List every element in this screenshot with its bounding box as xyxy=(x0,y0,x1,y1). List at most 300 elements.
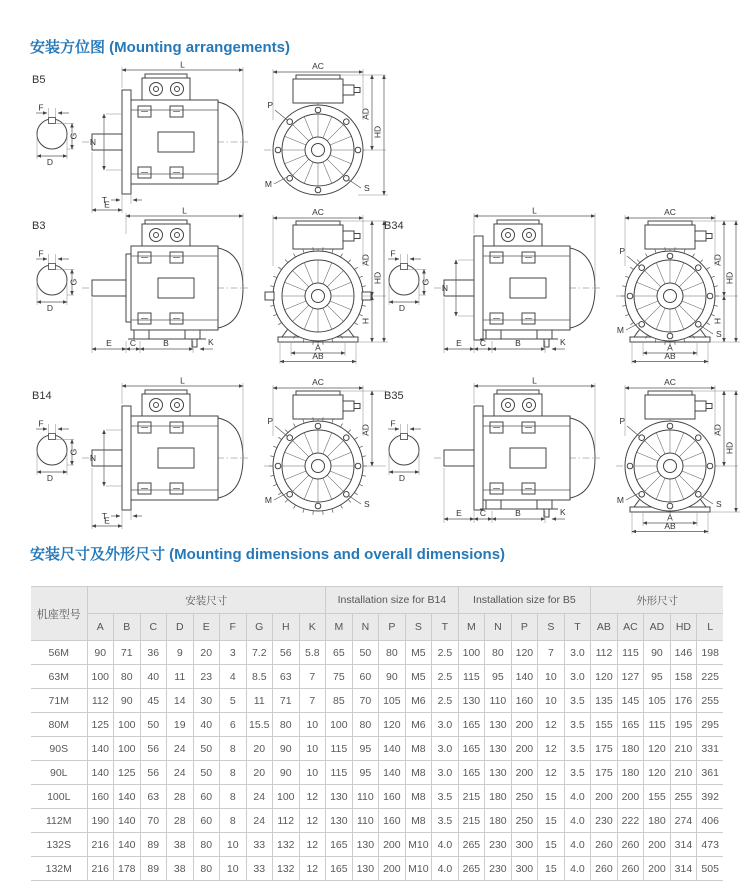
dim-label: F xyxy=(38,102,44,113)
value-cell: 2.5 xyxy=(432,665,459,689)
value-cell: 180 xyxy=(644,809,671,833)
value-cell: 155 xyxy=(644,785,671,809)
value-cell: M10 xyxy=(405,833,432,857)
value-cell: 200 xyxy=(379,833,406,857)
column-header: M xyxy=(326,614,353,641)
motor-front-view xyxy=(616,377,740,534)
dim-label: E xyxy=(104,199,110,210)
value-cell: 331 xyxy=(697,737,724,761)
value-cell: 90 xyxy=(273,737,300,761)
value-cell: 120 xyxy=(511,641,538,665)
motor-side-view xyxy=(434,376,600,523)
value-cell: 130 xyxy=(485,713,512,737)
dim-label: AC xyxy=(664,377,676,387)
dim-label: D xyxy=(46,157,54,167)
value-cell: 4.0 xyxy=(564,809,591,833)
value-cell: 130 xyxy=(352,833,379,857)
dim-label: AD xyxy=(360,254,371,266)
dim-label: G xyxy=(68,448,79,456)
value-cell: 12 xyxy=(538,737,565,761)
value-cell: 178 xyxy=(114,857,141,881)
value-cell: 80 xyxy=(114,665,141,689)
value-cell: 140 xyxy=(87,761,114,785)
value-cell: 260 xyxy=(591,857,618,881)
dim-label: F xyxy=(390,418,396,429)
model-cell: 71M xyxy=(31,689,87,713)
dim-label: F xyxy=(390,248,396,259)
value-cell: 65 xyxy=(326,641,353,665)
value-cell: 112 xyxy=(273,809,300,833)
motor-side-view xyxy=(82,206,248,353)
value-cell: 100 xyxy=(114,713,141,737)
model-cell: 112M xyxy=(31,809,87,833)
value-cell: 140 xyxy=(114,785,141,809)
value-cell: 3.5 xyxy=(564,689,591,713)
diagram-b3-drawing xyxy=(26,206,394,364)
value-cell: 115 xyxy=(326,737,353,761)
value-cell: 85 xyxy=(326,689,353,713)
dim-label: AB xyxy=(664,351,676,361)
value-cell: 12 xyxy=(538,713,565,737)
dim-label: AC xyxy=(312,377,324,387)
table-row xyxy=(31,857,723,881)
value-cell: 50 xyxy=(140,713,167,737)
value-cell: 40 xyxy=(140,665,167,689)
dim-label: K xyxy=(560,337,566,347)
value-cell: 56 xyxy=(273,641,300,665)
group-header: Installation size for B5 xyxy=(458,587,591,614)
value-cell: 175 xyxy=(591,737,618,761)
motor-front-view xyxy=(264,207,388,364)
value-cell: M8 xyxy=(405,737,432,761)
value-cell: 3.5 xyxy=(432,785,459,809)
value-cell: 10 xyxy=(299,761,326,785)
value-cell: 71 xyxy=(273,689,300,713)
dim-label: AB xyxy=(312,351,324,361)
dim-label: E xyxy=(106,338,112,348)
value-cell: 60 xyxy=(193,809,220,833)
model-cell: 90S xyxy=(31,737,87,761)
dim-label: B xyxy=(515,508,521,518)
diagram-b35-drawing xyxy=(378,376,746,534)
value-cell: 4.0 xyxy=(564,857,591,881)
dim-label: D xyxy=(398,473,406,483)
value-cell: 115 xyxy=(617,641,644,665)
value-cell: 120 xyxy=(379,713,406,737)
diagram-b34-code: B34 xyxy=(384,220,404,232)
dim-label: A xyxy=(315,342,321,353)
value-cell: 15 xyxy=(538,785,565,809)
diagram-b14 xyxy=(26,376,396,534)
column-header: B xyxy=(114,614,141,641)
value-cell: M5 xyxy=(405,641,432,665)
value-cell: 200 xyxy=(511,761,538,785)
value-cell: 300 xyxy=(511,833,538,857)
value-cell: 112 xyxy=(87,689,114,713)
value-cell: 7 xyxy=(538,641,565,665)
value-cell: 3.5 xyxy=(432,809,459,833)
value-cell: 473 xyxy=(697,833,724,857)
value-cell: 80 xyxy=(352,713,379,737)
dim-label: AD xyxy=(360,108,371,120)
dim-label: L xyxy=(532,376,537,386)
value-cell: 120 xyxy=(591,665,618,689)
value-cell: 274 xyxy=(670,809,697,833)
value-cell: 300 xyxy=(511,857,538,881)
dimensions-table xyxy=(31,586,723,881)
column-header: AD xyxy=(644,614,671,641)
dim-label: H xyxy=(712,317,723,325)
value-cell: 80 xyxy=(273,713,300,737)
value-cell: 38 xyxy=(167,857,194,881)
value-cell: 100 xyxy=(273,785,300,809)
model-column-header: 机座型号 xyxy=(31,587,87,641)
dim-label: T xyxy=(101,195,107,205)
value-cell: 24 xyxy=(167,761,194,785)
value-cell: 165 xyxy=(458,737,485,761)
dim-label: M xyxy=(264,179,272,189)
value-cell: 50 xyxy=(193,737,220,761)
table-row xyxy=(31,761,723,785)
value-cell: 314 xyxy=(670,857,697,881)
diagram-b3-code: B3 xyxy=(32,220,46,232)
dim-label: S xyxy=(716,499,722,509)
value-cell: 40 xyxy=(193,713,220,737)
value-cell: 4.0 xyxy=(564,833,591,857)
value-cell: 127 xyxy=(617,665,644,689)
value-cell: 3.5 xyxy=(564,737,591,761)
dim-label: AC xyxy=(312,207,324,217)
value-cell: 3.5 xyxy=(564,761,591,785)
value-cell: 36 xyxy=(140,641,167,665)
value-cell: 130 xyxy=(458,689,485,713)
diagram-b35-code: B35 xyxy=(384,390,404,402)
value-cell: 165 xyxy=(326,833,353,857)
column-header: E xyxy=(193,614,220,641)
group-header: Installation size for B14 xyxy=(326,587,459,614)
value-cell: 28 xyxy=(167,809,194,833)
value-cell: 505 xyxy=(697,857,724,881)
model-cell: 63M xyxy=(31,665,87,689)
dim-label: P xyxy=(619,416,625,426)
group-header: 安装尺寸 xyxy=(87,587,326,614)
value-cell: 8.5 xyxy=(246,665,273,689)
dim-label: S xyxy=(364,499,370,509)
value-cell: 20 xyxy=(246,737,273,761)
value-cell: 100 xyxy=(458,641,485,665)
diagram-b34 xyxy=(378,206,752,364)
value-cell: 145 xyxy=(617,689,644,713)
value-cell: 255 xyxy=(697,689,724,713)
value-cell: 115 xyxy=(458,665,485,689)
dim-label: B xyxy=(515,338,521,348)
column-header: HD xyxy=(670,614,697,641)
dim-label: C xyxy=(479,508,487,518)
value-cell: 2.5 xyxy=(432,641,459,665)
value-cell: 135 xyxy=(591,689,618,713)
value-cell: 3.0 xyxy=(432,713,459,737)
dim-label: G xyxy=(68,278,79,286)
value-cell: 250 xyxy=(511,809,538,833)
value-cell: 90 xyxy=(644,641,671,665)
diagram-b5-code: B5 xyxy=(32,74,46,86)
dim-label: B xyxy=(163,338,169,348)
column-header: F xyxy=(220,614,247,641)
value-cell: 250 xyxy=(511,785,538,809)
value-cell: 132 xyxy=(273,833,300,857)
value-cell: 160 xyxy=(379,809,406,833)
dim-label: P xyxy=(267,416,273,426)
value-cell: 33 xyxy=(246,833,273,857)
value-cell: 4.0 xyxy=(432,857,459,881)
value-cell: 210 xyxy=(670,737,697,761)
value-cell: 200 xyxy=(591,785,618,809)
value-cell: 80 xyxy=(379,641,406,665)
value-cell: 89 xyxy=(140,857,167,881)
value-cell: 115 xyxy=(326,761,353,785)
value-cell: 110 xyxy=(485,689,512,713)
value-cell: 200 xyxy=(644,857,671,881)
value-cell: 3.0 xyxy=(432,761,459,785)
value-cell: 7 xyxy=(299,665,326,689)
dim-label: C xyxy=(479,338,487,348)
column-header: C xyxy=(140,614,167,641)
value-cell: 5.8 xyxy=(299,641,326,665)
column-header: T xyxy=(564,614,591,641)
model-cell: 90L xyxy=(31,761,87,785)
value-cell: 222 xyxy=(617,809,644,833)
value-cell: 406 xyxy=(697,809,724,833)
dim-label: P xyxy=(619,246,625,256)
value-cell: 95 xyxy=(352,761,379,785)
dim-label: A xyxy=(667,342,673,353)
value-cell: 200 xyxy=(379,857,406,881)
value-cell: 6 xyxy=(220,713,247,737)
column-header: S xyxy=(405,614,432,641)
shaft-section xyxy=(388,249,431,314)
column-header: D xyxy=(167,614,194,641)
value-cell: 260 xyxy=(617,833,644,857)
column-header: S xyxy=(538,614,565,641)
dim-label: AB xyxy=(664,521,676,531)
diagram-b14-code: B14 xyxy=(32,390,52,402)
value-cell: 95 xyxy=(352,737,379,761)
value-cell: 7.2 xyxy=(246,641,273,665)
value-cell: 260 xyxy=(591,833,618,857)
value-cell: M8 xyxy=(405,761,432,785)
dim-label: P xyxy=(267,100,273,110)
value-cell: 3.0 xyxy=(432,737,459,761)
dimensions-title: 安装尺寸及外形尺寸 (Mounting dimensions and overall dimensions) xyxy=(30,546,506,563)
dim-label: F xyxy=(38,418,44,429)
column-header: P xyxy=(511,614,538,641)
value-cell: 130 xyxy=(485,761,512,785)
dim-label: N xyxy=(89,453,96,463)
value-cell: 50 xyxy=(193,761,220,785)
value-cell: 158 xyxy=(670,665,697,689)
value-cell: 100 xyxy=(114,737,141,761)
dim-label: A xyxy=(667,512,673,523)
dim-label: E xyxy=(456,338,462,348)
value-cell: 15 xyxy=(538,833,565,857)
value-cell: 10 xyxy=(538,665,565,689)
diagram-b5 xyxy=(26,60,396,218)
value-cell: 165 xyxy=(458,761,485,785)
dim-label: S xyxy=(716,329,722,339)
value-cell: 3.0 xyxy=(564,665,591,689)
dim-label: L xyxy=(532,206,537,216)
value-cell: 216 xyxy=(87,833,114,857)
group-header: 外形尺寸 xyxy=(591,587,724,614)
motor-front-view xyxy=(264,377,386,515)
value-cell: 56 xyxy=(140,737,167,761)
value-cell: 7 xyxy=(299,689,326,713)
value-cell: 45 xyxy=(140,689,167,713)
table-row xyxy=(31,737,723,761)
table-row xyxy=(31,713,723,737)
value-cell: 80 xyxy=(485,641,512,665)
value-cell: 112 xyxy=(591,641,618,665)
value-cell: 24 xyxy=(246,785,273,809)
dim-label: D xyxy=(46,303,54,313)
dim-label: HD xyxy=(372,125,383,139)
value-cell: 180 xyxy=(485,785,512,809)
value-cell: 4.0 xyxy=(564,785,591,809)
value-cell: 140 xyxy=(114,809,141,833)
dim-label: M xyxy=(264,495,272,505)
value-cell: 175 xyxy=(591,761,618,785)
value-cell: 20 xyxy=(193,641,220,665)
value-cell: 11 xyxy=(167,665,194,689)
value-cell: 260 xyxy=(617,857,644,881)
dim-label: K xyxy=(208,337,214,347)
value-cell: M8 xyxy=(405,785,432,809)
dim-label: AD xyxy=(360,424,371,436)
value-cell: 216 xyxy=(87,857,114,881)
value-cell: 80 xyxy=(193,833,220,857)
value-cell: 215 xyxy=(458,785,485,809)
value-cell: 215 xyxy=(458,809,485,833)
value-cell: M10 xyxy=(405,857,432,881)
value-cell: 255 xyxy=(670,785,697,809)
diagram-b5-drawing xyxy=(26,60,394,218)
value-cell: 3.5 xyxy=(564,713,591,737)
value-cell: 3 xyxy=(220,641,247,665)
dim-label: AD xyxy=(712,254,723,266)
dim-label: C xyxy=(129,338,137,348)
value-cell: 200 xyxy=(511,713,538,737)
value-cell: 140 xyxy=(511,665,538,689)
value-cell: 12 xyxy=(538,761,565,785)
value-cell: 180 xyxy=(617,761,644,785)
dim-label: L xyxy=(180,60,185,70)
dim-label: M xyxy=(616,325,624,335)
value-cell: 3.0 xyxy=(564,641,591,665)
column-header: AC xyxy=(617,614,644,641)
column-header: AB xyxy=(591,614,618,641)
value-cell: 2.5 xyxy=(432,689,459,713)
motor-front-view xyxy=(616,207,740,364)
dim-label: N xyxy=(89,137,96,147)
dim-label: M xyxy=(616,495,624,505)
value-cell: 140 xyxy=(379,737,406,761)
value-cell: 190 xyxy=(87,809,114,833)
dim-label: L xyxy=(180,376,185,386)
model-cell: 132S xyxy=(31,833,87,857)
value-cell: 125 xyxy=(114,761,141,785)
value-cell: 19 xyxy=(167,713,194,737)
value-cell: 120 xyxy=(644,761,671,785)
value-cell: 4 xyxy=(220,665,247,689)
value-cell: M6 xyxy=(405,713,432,737)
dim-label: S xyxy=(364,183,370,193)
value-cell: 10 xyxy=(220,857,247,881)
value-cell: M8 xyxy=(405,809,432,833)
value-cell: 130 xyxy=(326,809,353,833)
value-cell: 265 xyxy=(458,833,485,857)
shaft-section xyxy=(36,103,79,168)
value-cell: 165 xyxy=(617,713,644,737)
table-row xyxy=(31,809,723,833)
value-cell: 9 xyxy=(167,641,194,665)
value-cell: 50 xyxy=(352,641,379,665)
value-cell: 110 xyxy=(352,785,379,809)
column-header: N xyxy=(485,614,512,641)
value-cell: 295 xyxy=(697,713,724,737)
value-cell: 160 xyxy=(511,689,538,713)
value-cell: 89 xyxy=(140,833,167,857)
value-cell: 56 xyxy=(140,761,167,785)
value-cell: 71 xyxy=(114,641,141,665)
column-header: N xyxy=(352,614,379,641)
table-row xyxy=(31,689,723,713)
value-cell: 130 xyxy=(326,785,353,809)
value-cell: 100 xyxy=(326,713,353,737)
value-cell: 10 xyxy=(538,689,565,713)
value-cell: 225 xyxy=(697,665,724,689)
value-cell: 90 xyxy=(87,641,114,665)
dim-label: N xyxy=(441,283,448,293)
value-cell: 8 xyxy=(220,809,247,833)
value-cell: 63 xyxy=(140,785,167,809)
value-cell: 14 xyxy=(167,689,194,713)
value-cell: 90 xyxy=(379,665,406,689)
value-cell: 28 xyxy=(167,785,194,809)
value-cell: 12 xyxy=(299,857,326,881)
dim-label: HD xyxy=(724,271,735,285)
value-cell: 195 xyxy=(670,713,697,737)
value-cell: 160 xyxy=(379,785,406,809)
value-cell: 230 xyxy=(591,809,618,833)
model-cell: 80M xyxy=(31,713,87,737)
value-cell: 12 xyxy=(299,785,326,809)
table-row xyxy=(31,641,723,665)
motor-side-view xyxy=(82,376,248,529)
dim-label: F xyxy=(38,248,44,259)
value-cell: 146 xyxy=(670,641,697,665)
dim-label: E xyxy=(104,515,110,526)
value-cell: 11 xyxy=(246,689,273,713)
value-cell: 24 xyxy=(167,737,194,761)
value-cell: 33 xyxy=(246,857,273,881)
value-cell: 90 xyxy=(273,761,300,785)
column-header: H xyxy=(273,614,300,641)
dim-label: HD xyxy=(724,441,735,455)
diagram-b35 xyxy=(378,376,752,534)
value-cell: 210 xyxy=(670,761,697,785)
model-cell: 132M xyxy=(31,857,87,881)
value-cell: 165 xyxy=(458,713,485,737)
